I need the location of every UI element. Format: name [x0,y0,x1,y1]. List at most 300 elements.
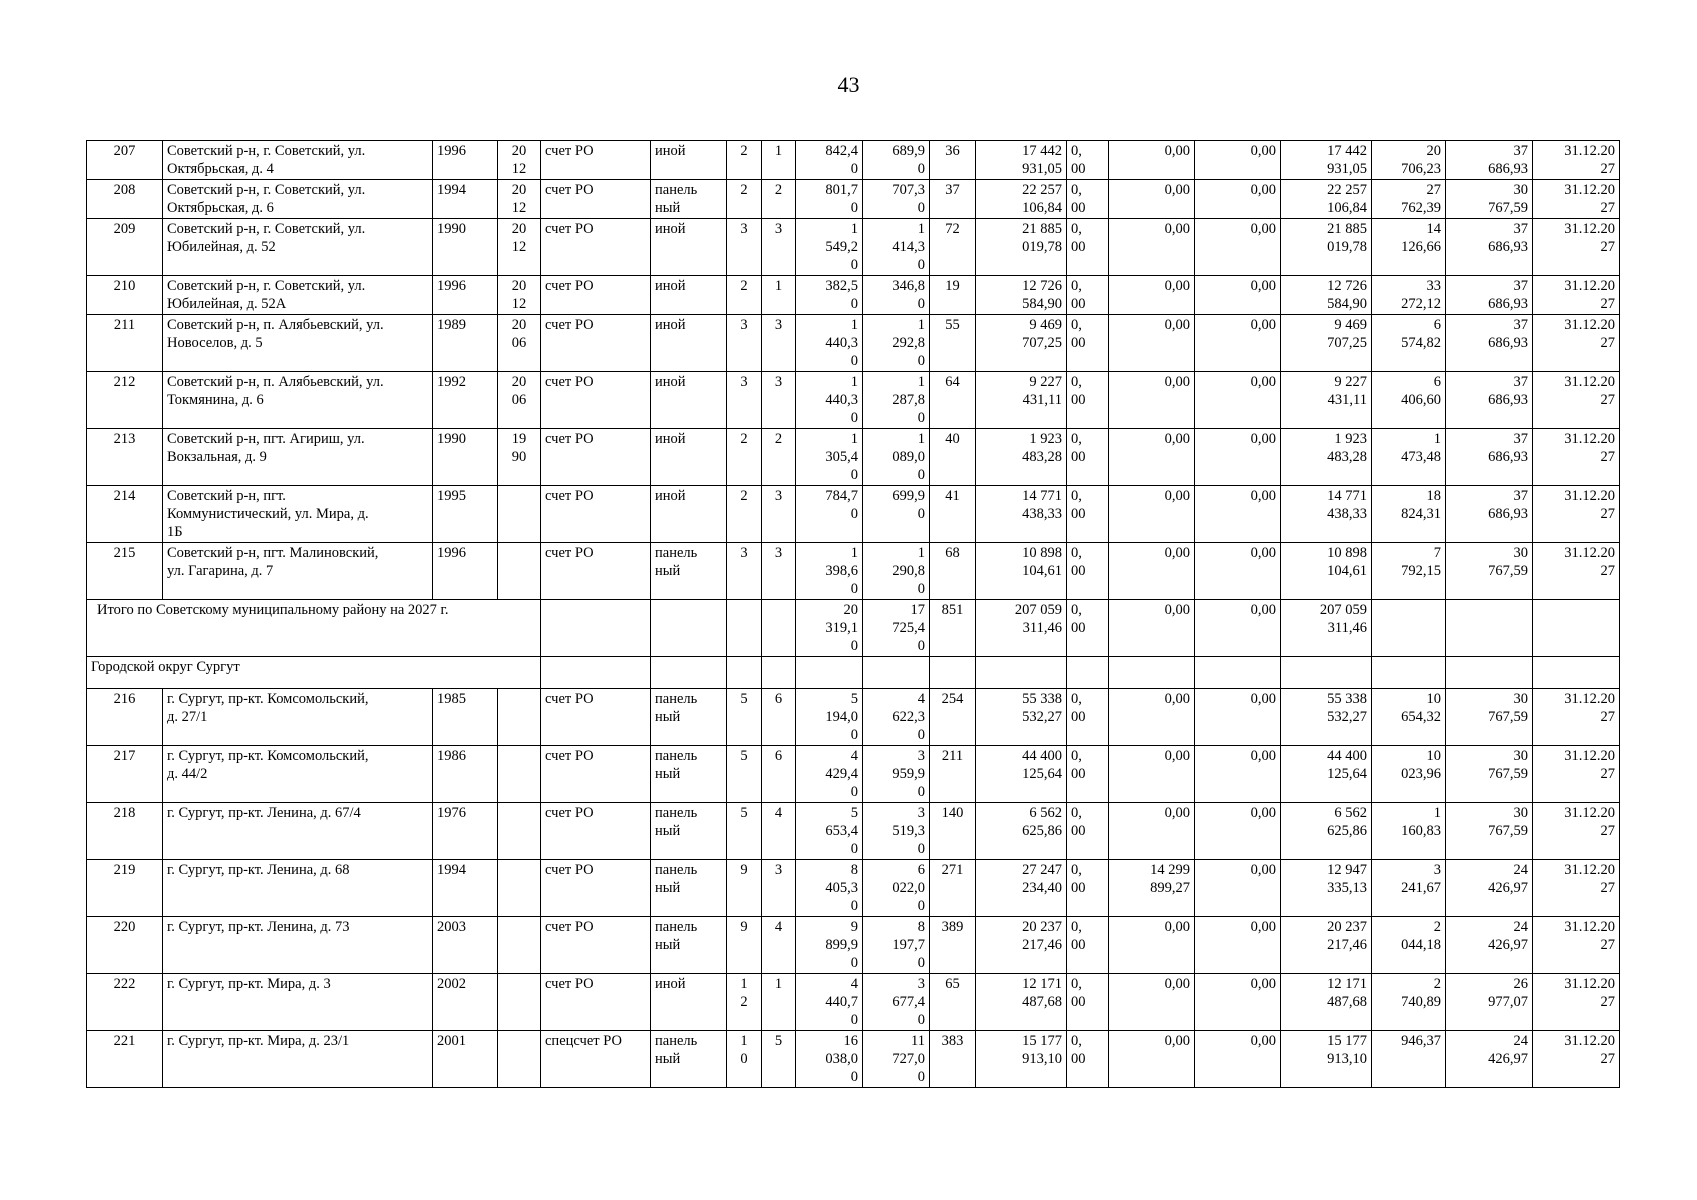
cell-cost-federal: 0, 00 [1067,689,1109,746]
total-row [87,600,1620,657]
cell-address: Советский р-н, пгт. Агириш, ул. Вокзальная, д. 9 [163,429,433,486]
cell-floors: 3 [727,315,762,372]
cell-repair-year [498,803,541,860]
cell-build-year: 1996 [433,543,498,600]
cell-completion-date: 31.12.20 27 [1533,276,1620,315]
cell-max-unit-cost: 30 767,59 [1446,746,1533,803]
cell-living-area: 3 519,3 0 [863,803,930,860]
cell-cost-regional: 0,00 [1109,974,1195,1031]
cell-cost-federal: 0, 00 [1067,543,1109,600]
cell-build-year: 1992 [433,372,498,429]
cell-residents: 211 [930,746,976,803]
cell-row-number: 216 [87,689,163,746]
total-empty [651,600,727,657]
cell-living-area: 3 959,9 0 [863,746,930,803]
cell-wall-material: панель ный [651,1031,727,1088]
table-body-sovetsky [87,141,1620,600]
cell-total-area: 1 305,4 0 [796,429,863,486]
table-row [87,219,1620,276]
total-cost-local: 0,00 [1195,600,1281,657]
district-empty [651,657,727,689]
cell-repair-year: 20 12 [498,141,541,180]
cell-residents: 65 [930,974,976,1031]
cell-row-number: 213 [87,429,163,486]
cell-floors: 3 [727,543,762,600]
cell-cost-owners: 6 562 625,86 [1281,803,1372,860]
cell-residents: 19 [930,276,976,315]
cell-wall-material: иной [651,429,727,486]
cell-build-year: 1990 [433,429,498,486]
cell-row-number: 218 [87,803,163,860]
cell-completion-date: 31.12.20 27 [1533,803,1620,860]
cell-fund-account: счет РО [541,543,651,600]
cell-build-year: 1996 [433,276,498,315]
cell-row-number: 207 [87,141,163,180]
cell-unit-cost: 1 160,83 [1372,803,1446,860]
cell-repair-year: 20 12 [498,276,541,315]
cell-cost-local: 0,00 [1195,803,1281,860]
cell-cost-local: 0,00 [1195,276,1281,315]
cell-address: г. Сургут, пр-кт. Ленина, д. 73 [163,917,433,974]
cell-row-number: 214 [87,486,163,543]
cell-total-area: 1 440,3 0 [796,372,863,429]
district-empty [930,657,976,689]
cell-wall-material: иной [651,974,727,1031]
cell-cost-regional: 0,00 [1109,429,1195,486]
cell-cost-local: 0,00 [1195,746,1281,803]
cell-cost-owners: 21 885 019,78 [1281,219,1372,276]
cell-fund-account: спецсчет РО [541,1031,651,1088]
cell-build-year: 1995 [433,486,498,543]
cell-cost-federal: 0, 00 [1067,803,1109,860]
cell-repair-cost: 22 257 106,84 [976,180,1067,219]
cell-residents: 72 [930,219,976,276]
cell-living-area: 4 622,3 0 [863,689,930,746]
cell-wall-material: иной [651,276,727,315]
total-empty [762,600,796,657]
cell-residents: 389 [930,917,976,974]
cell-cost-owners: 20 237 217,46 [1281,917,1372,974]
cell-fund-account: счет РО [541,860,651,917]
cell-unit-cost: 10 023,96 [1372,746,1446,803]
cell-cost-federal: 0, 00 [1067,746,1109,803]
cell-completion-date: 31.12.20 27 [1533,689,1620,746]
cell-completion-date: 31.12.20 27 [1533,372,1620,429]
district-empty [762,657,796,689]
table-row [87,803,1620,860]
cell-row-number: 220 [87,917,163,974]
cell-cost-regional: 0,00 [1109,372,1195,429]
cell-floors: 9 [727,860,762,917]
cell-cost-federal: 0, 00 [1067,1031,1109,1088]
cell-repair-cost: 12 726 584,90 [976,276,1067,315]
cell-address: г. Сургут, пр-кт. Ленина, д. 68 [163,860,433,917]
cell-cost-owners: 17 442 931,05 [1281,141,1372,180]
table-row [87,860,1620,917]
cell-wall-material: иной [651,315,727,372]
cell-address: Советский р-н, г. Советский, ул. Юбилейная, д. 52А [163,276,433,315]
cell-living-area: 699,9 0 [863,486,930,543]
cell-build-year: 1976 [433,803,498,860]
cell-row-number: 208 [87,180,163,219]
cell-entrances: 2 [762,180,796,219]
cell-repair-year [498,746,541,803]
cell-cost-local: 0,00 [1195,180,1281,219]
cell-repair-cost: 15 177 913,10 [976,1031,1067,1088]
cell-repair-year: 19 90 [498,429,541,486]
cell-total-area: 16 038,0 0 [796,1031,863,1088]
cell-cost-regional: 0,00 [1109,219,1195,276]
cell-residents: 140 [930,803,976,860]
cell-total-area: 4 429,4 0 [796,746,863,803]
cell-cost-federal: 0, 00 [1067,141,1109,180]
district-empty [1281,657,1372,689]
cell-fund-account: счет РО [541,372,651,429]
cell-entrances: 4 [762,803,796,860]
cell-cost-local: 0,00 [1195,974,1281,1031]
district-empty [1195,657,1281,689]
cell-repair-cost: 14 771 438,33 [976,486,1067,543]
cell-residents: 37 [930,180,976,219]
cell-living-area: 3 677,4 0 [863,974,930,1031]
cell-living-area: 1 290,8 0 [863,543,930,600]
district-empty [1533,657,1620,689]
cell-address: г. Сургут, пр-кт. Комсомольский, д. 44/2 [163,746,433,803]
cell-floors: 5 [727,746,762,803]
cell-max-unit-cost: 30 767,59 [1446,180,1533,219]
table-row [87,1031,1620,1088]
cell-row-number: 222 [87,974,163,1031]
cell-cost-federal: 0, 00 [1067,219,1109,276]
cell-living-area: 1 292,8 0 [863,315,930,372]
cell-repair-cost: 12 171 487,68 [976,974,1067,1031]
cell-floors: 1 2 [727,974,762,1031]
cell-max-unit-cost: 30 767,59 [1446,803,1533,860]
district-empty [796,657,863,689]
cell-cost-local: 0,00 [1195,429,1281,486]
table-row [87,543,1620,600]
cell-repair-year [498,974,541,1031]
cell-cost-federal: 0, 00 [1067,429,1109,486]
cell-floors: 1 0 [727,1031,762,1088]
cell-cost-regional: 0,00 [1109,689,1195,746]
cell-repair-year [498,917,541,974]
cell-cost-regional: 0,00 [1109,141,1195,180]
cell-cost-owners: 15 177 913,10 [1281,1031,1372,1088]
cell-cost-federal: 0, 00 [1067,276,1109,315]
total-cost-regional: 0,00 [1109,600,1195,657]
cell-address: г. Сургут, пр-кт. Мира, д. 23/1 [163,1031,433,1088]
cell-fund-account: счет РО [541,141,651,180]
cell-cost-federal: 0, 00 [1067,180,1109,219]
district-empty [863,657,930,689]
cell-residents: 383 [930,1031,976,1088]
cell-residents: 55 [930,315,976,372]
cell-build-year: 1996 [433,141,498,180]
cell-row-number: 215 [87,543,163,600]
table-row [87,180,1620,219]
cell-residents: 64 [930,372,976,429]
housing-register-table [86,140,1620,1088]
cell-total-area: 9 899,9 0 [796,917,863,974]
cell-completion-date: 31.12.20 27 [1533,486,1620,543]
cell-fund-account: счет РО [541,689,651,746]
table-row [87,315,1620,372]
district-empty [1446,657,1533,689]
cell-cost-owners: 55 338 532,27 [1281,689,1372,746]
cell-unit-cost: 20 706,23 [1372,141,1446,180]
cell-fund-account: счет РО [541,180,651,219]
cell-floors: 2 [727,429,762,486]
table-body-surgut [87,689,1620,1088]
cell-total-area: 784,7 0 [796,486,863,543]
district-name: Городской округ Сургут [87,657,541,689]
total-empty [541,600,651,657]
table-row [87,141,1620,180]
cell-build-year: 1994 [433,180,498,219]
cell-cost-local: 0,00 [1195,689,1281,746]
cell-max-unit-cost: 37 686,93 [1446,429,1533,486]
cell-unit-cost: 7 792,15 [1372,543,1446,600]
district-empty [541,657,651,689]
cell-completion-date: 31.12.20 27 [1533,1031,1620,1088]
cell-total-area: 8 405,3 0 [796,860,863,917]
cell-max-unit-cost: 37 686,93 [1446,315,1533,372]
cell-entrances: 1 [762,141,796,180]
table-row [87,917,1620,974]
total-area: 20 319,1 0 [796,600,863,657]
cell-entrances: 3 [762,315,796,372]
cell-max-unit-cost: 24 426,97 [1446,860,1533,917]
cell-residents: 40 [930,429,976,486]
cell-cost-federal: 0, 00 [1067,917,1109,974]
cell-repair-cost: 17 442 931,05 [976,141,1067,180]
district-empty [727,657,762,689]
cell-completion-date: 31.12.20 27 [1533,974,1620,1031]
cell-row-number: 210 [87,276,163,315]
cell-unit-cost: 14 126,66 [1372,219,1446,276]
cell-floors: 3 [727,219,762,276]
cell-wall-material: иной [651,219,727,276]
cell-repair-year: 20 06 [498,372,541,429]
cell-max-unit-cost: 37 686,93 [1446,141,1533,180]
cell-row-number: 209 [87,219,163,276]
cell-cost-regional: 0,00 [1109,276,1195,315]
table-total-section [87,600,1620,689]
district-empty [1109,657,1195,689]
cell-cost-regional: 0,00 [1109,803,1195,860]
cell-entrances: 2 [762,429,796,486]
cell-completion-date: 31.12.20 27 [1533,180,1620,219]
cell-cost-regional: 0,00 [1109,315,1195,372]
cell-entrances: 3 [762,219,796,276]
cell-row-number: 211 [87,315,163,372]
cell-repair-year [498,543,541,600]
cell-cost-local: 0,00 [1195,543,1281,600]
cell-living-area: 1 414,3 0 [863,219,930,276]
cell-floors: 5 [727,803,762,860]
cell-unit-cost: 946,37 [1372,1031,1446,1088]
cell-build-year: 2002 [433,974,498,1031]
cell-repair-cost: 27 247 234,40 [976,860,1067,917]
cell-total-area: 5 194,0 0 [796,689,863,746]
cell-repair-cost: 9 227 431,11 [976,372,1067,429]
cell-repair-year [498,1031,541,1088]
cell-repair-cost: 20 237 217,46 [976,917,1067,974]
cell-cost-local: 0,00 [1195,486,1281,543]
cell-repair-cost: 21 885 019,78 [976,219,1067,276]
table-row [87,429,1620,486]
cell-living-area: 1 089,0 0 [863,429,930,486]
cell-total-area: 1 549,2 0 [796,219,863,276]
cell-floors: 3 [727,372,762,429]
cell-cost-federal: 0, 00 [1067,486,1109,543]
cell-wall-material: панель ный [651,180,727,219]
cell-fund-account: счет РО [541,429,651,486]
cell-address: г. Сургут, пр-кт. Ленина, д. 67/4 [163,803,433,860]
cell-entrances: 3 [762,486,796,543]
cell-max-unit-cost: 37 686,93 [1446,276,1533,315]
cell-entrances: 6 [762,746,796,803]
cell-row-number: 217 [87,746,163,803]
cell-floors: 5 [727,689,762,746]
cell-address: Советский р-н, г. Советский, ул. Октябрьская, д. 4 [163,141,433,180]
cell-max-unit-cost: 24 426,97 [1446,1031,1533,1088]
cell-wall-material: иной [651,486,727,543]
cell-wall-material: панель ный [651,543,727,600]
table-row [87,974,1620,1031]
cell-completion-date: 31.12.20 27 [1533,917,1620,974]
cell-build-year: 1985 [433,689,498,746]
cell-wall-material: панель ный [651,689,727,746]
cell-entrances: 3 [762,543,796,600]
cell-entrances: 5 [762,1031,796,1088]
cell-wall-material: иной [651,141,727,180]
total-label: Итого по Советскому муниципальному району на 2027 г. [87,600,541,657]
cell-wall-material: панель ный [651,803,727,860]
cell-repair-cost: 9 469 707,25 [976,315,1067,372]
total-cost-owners: 207 059 311,46 [1281,600,1372,657]
cell-wall-material: иной [651,372,727,429]
cell-residents: 271 [930,860,976,917]
cell-cost-regional: 0,00 [1109,746,1195,803]
cell-build-year: 1990 [433,219,498,276]
cell-wall-material: панель ный [651,917,727,974]
table-row [87,486,1620,543]
cell-cost-owners: 12 947 335,13 [1281,860,1372,917]
cell-completion-date: 31.12.20 27 [1533,746,1620,803]
cell-cost-regional: 0,00 [1109,486,1195,543]
cell-unit-cost: 6 574,82 [1372,315,1446,372]
cell-living-area: 6 022,0 0 [863,860,930,917]
cell-wall-material: панель ный [651,746,727,803]
cell-completion-date: 31.12.20 27 [1533,141,1620,180]
cell-total-area: 842,4 0 [796,141,863,180]
cell-repair-cost: 10 898 104,61 [976,543,1067,600]
total-cost: 207 059 311,46 [976,600,1067,657]
cell-max-unit-cost: 37 686,93 [1446,219,1533,276]
cell-build-year: 1986 [433,746,498,803]
cell-cost-federal: 0, 00 [1067,974,1109,1031]
cell-cost-owners: 12 171 487,68 [1281,974,1372,1031]
cell-cost-regional: 0,00 [1109,1031,1195,1088]
page-number: 43 [837,72,860,97]
cell-address: Советский р-н, пгт. Коммунистический, ул. Мира, д. 1Б [163,486,433,543]
cell-max-unit-cost: 26 977,07 [1446,974,1533,1031]
cell-fund-account: счет РО [541,746,651,803]
cell-row-number: 221 [87,1031,163,1088]
cell-completion-date: 31.12.20 27 [1533,219,1620,276]
cell-residents: 41 [930,486,976,543]
cell-repair-cost: 1 923 483,28 [976,429,1067,486]
cell-cost-local: 0,00 [1195,917,1281,974]
district-empty [1067,657,1109,689]
cell-cost-local: 0,00 [1195,860,1281,917]
cell-wall-material: панель ный [651,860,727,917]
cell-repair-year [498,689,541,746]
total-empty [1533,600,1620,657]
cell-residents: 36 [930,141,976,180]
cell-cost-regional: 0,00 [1109,917,1195,974]
cell-cost-local: 0,00 [1195,219,1281,276]
cell-completion-date: 31.12.20 27 [1533,860,1620,917]
cell-entrances: 1 [762,974,796,1031]
cell-completion-date: 31.12.20 27 [1533,315,1620,372]
cell-cost-owners: 9 227 431,11 [1281,372,1372,429]
cell-repair-year [498,860,541,917]
cell-cost-owners: 14 771 438,33 [1281,486,1372,543]
district-empty [976,657,1067,689]
cell-repair-cost: 44 400 125,64 [976,746,1067,803]
cell-living-area: 8 197,7 0 [863,917,930,974]
total-empty [1446,600,1533,657]
cell-completion-date: 31.12.20 27 [1533,429,1620,486]
cell-cost-owners: 1 923 483,28 [1281,429,1372,486]
cell-address: Советский р-н, п. Алябьевский, ул. Токмянина, д. 6 [163,372,433,429]
cell-living-area: 689,9 0 [863,141,930,180]
cell-fund-account: счет РО [541,486,651,543]
cell-cost-owners: 9 469 707,25 [1281,315,1372,372]
cell-unit-cost: 18 824,31 [1372,486,1446,543]
cell-cost-local: 0,00 [1195,315,1281,372]
cell-row-number: 219 [87,860,163,917]
cell-floors: 2 [727,180,762,219]
total-living-area: 17 725,4 0 [863,600,930,657]
cell-unit-cost: 3 241,67 [1372,860,1446,917]
cell-total-area: 5 653,4 0 [796,803,863,860]
cell-repair-year [498,486,541,543]
cell-unit-cost: 6 406,60 [1372,372,1446,429]
cell-residents: 254 [930,689,976,746]
cell-fund-account: счет РО [541,276,651,315]
cell-unit-cost: 2 044,18 [1372,917,1446,974]
table-row [87,276,1620,315]
total-empty [727,600,762,657]
cell-residents: 68 [930,543,976,600]
cell-cost-federal: 0, 00 [1067,315,1109,372]
cell-total-area: 1 440,3 0 [796,315,863,372]
cell-max-unit-cost: 37 686,93 [1446,486,1533,543]
cell-repair-year: 20 12 [498,219,541,276]
cell-cost-owners: 22 257 106,84 [1281,180,1372,219]
cell-cost-regional: 14 299 899,27 [1109,860,1195,917]
total-residents: 851 [930,600,976,657]
cell-entrances: 4 [762,917,796,974]
cell-total-area: 382,5 0 [796,276,863,315]
cell-address: Советский р-н, п. Алябьевский, ул. Новоселов, д. 5 [163,315,433,372]
cell-cost-owners: 10 898 104,61 [1281,543,1372,600]
cell-address: г. Сургут, пр-кт. Комсомольский, д. 27/1 [163,689,433,746]
